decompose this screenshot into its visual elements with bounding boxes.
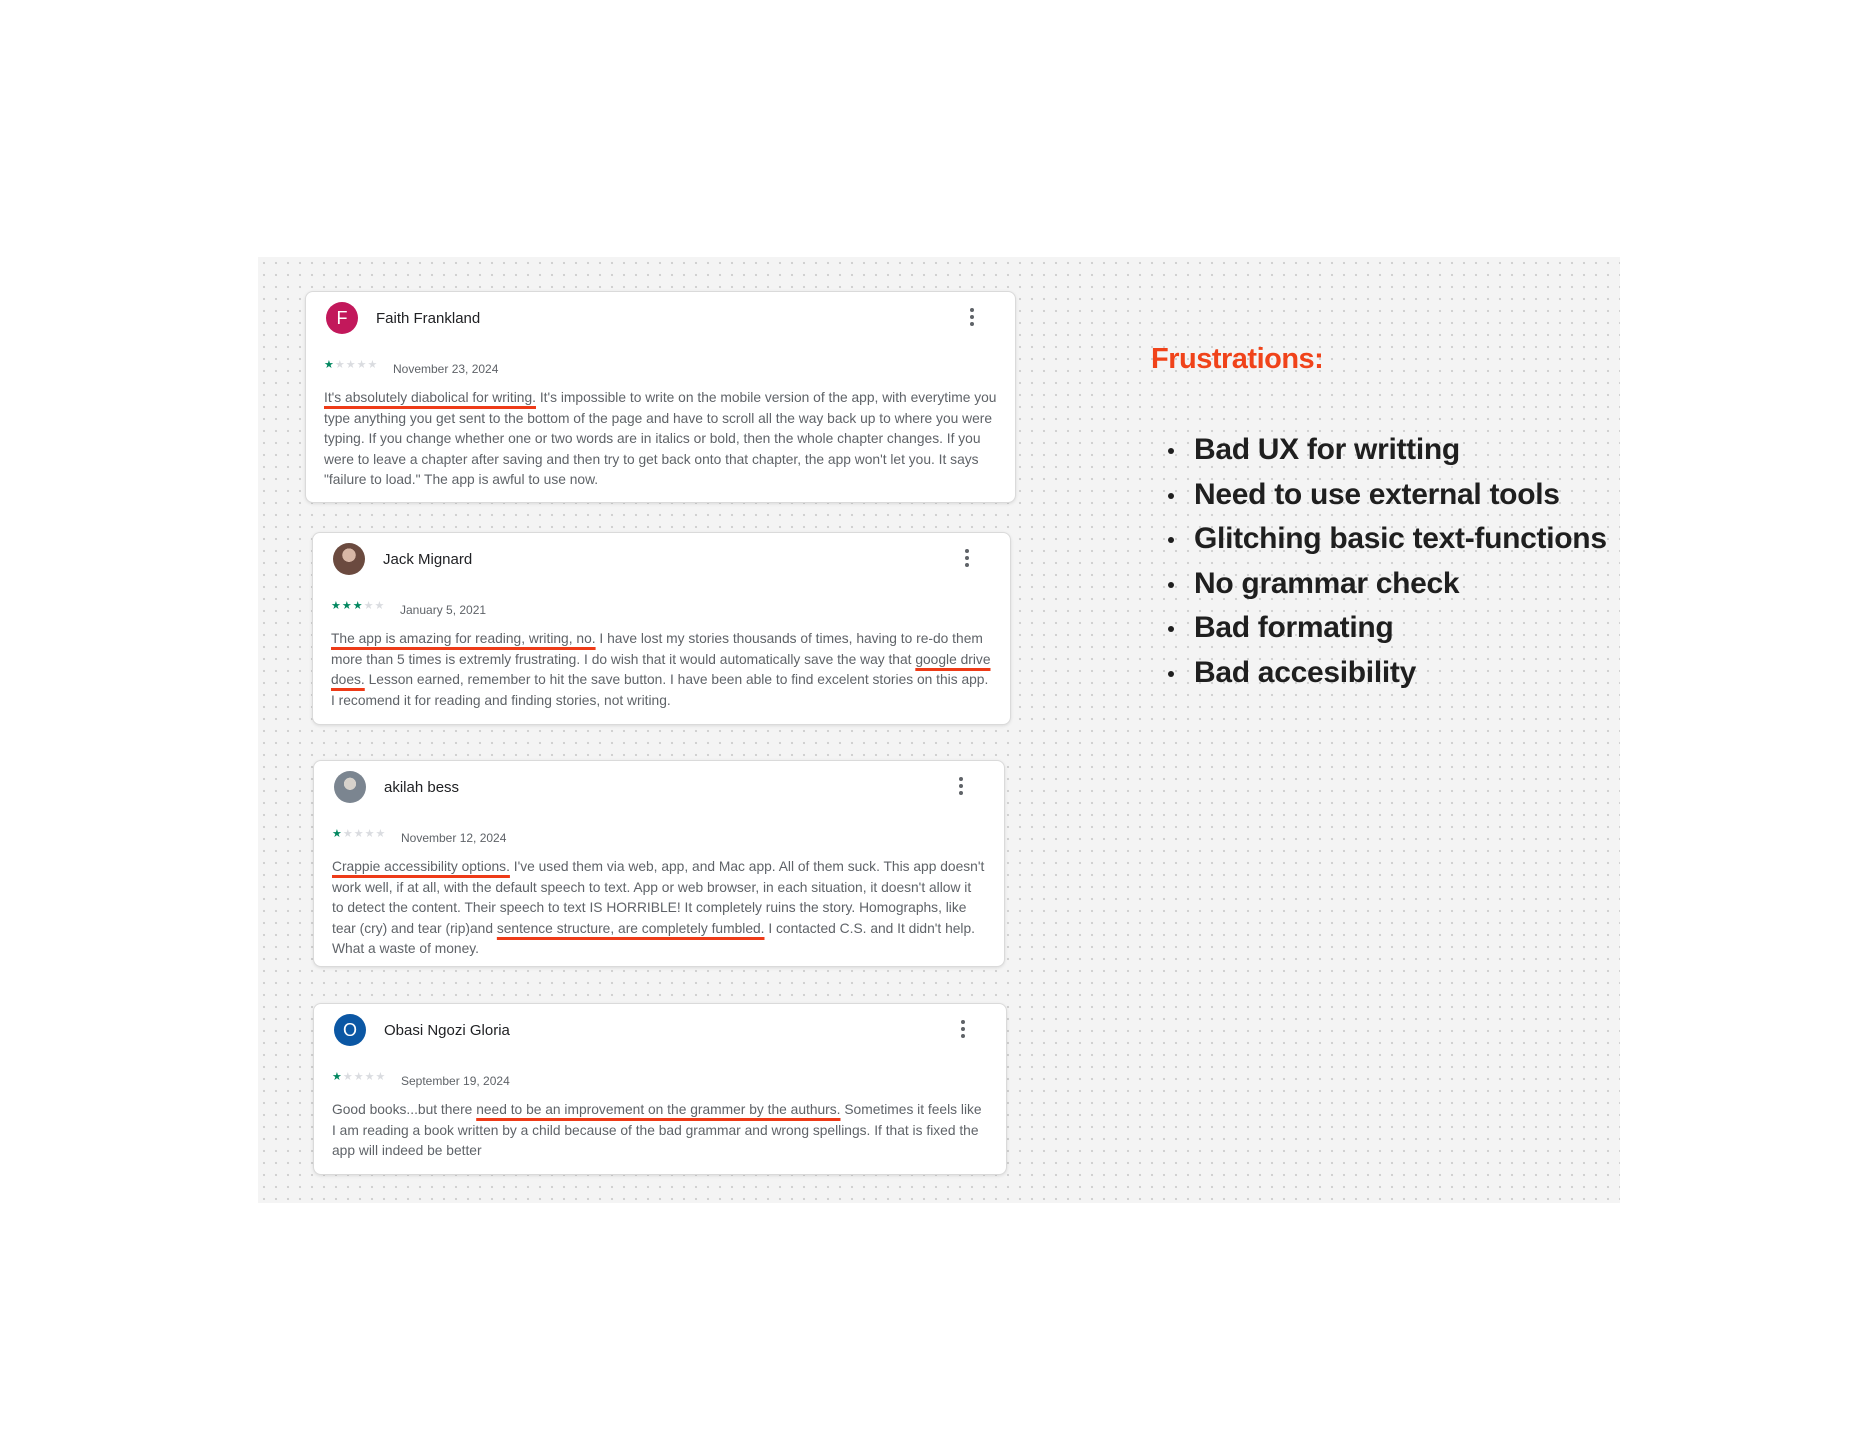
star-rating: ★★★★★ (332, 828, 387, 840)
avatar (333, 543, 365, 575)
list-item: Bad formating (1164, 606, 1607, 651)
highlighted-text: It's absolutely diabolical for writing. (324, 390, 536, 405)
more-options-icon[interactable] (969, 308, 975, 328)
frustrations-list (1164, 428, 1607, 695)
highlighted-text: need to be an improvement on the grammer by the authurs. (476, 1102, 841, 1117)
avatar: O (334, 1014, 366, 1046)
list-item: Bad accesibility (1164, 651, 1607, 696)
review-card (305, 291, 1016, 503)
highlighted-text: google drive does. (331, 651, 991, 687)
review-date: November 12, 2024 (401, 831, 507, 845)
review-card (312, 532, 1011, 725)
star-rating: ★★★★★ (324, 359, 379, 371)
star-rating: ★★★★★ (331, 600, 386, 612)
highlighted-text: sentence structure, are completely fumbled. (496, 920, 765, 936)
list-item: Glitching basic text-functions (1164, 517, 1607, 562)
frustrations-title: Frustrations: (1151, 343, 1324, 375)
review-text: Good books...but there need to be an improvement on the grammer by the authurs. Sometimes it feels like I am reading a book written by a child because of the bad grammar and wrong spellings. If that is fixed the app will indeed be better (332, 1102, 982, 1158)
review-text: Crappie accessibility options. I've used them via web, app, and Mac app. All of them suck. This app doesn't work well, if at all, with the default speech to text. App or web browser, in each situation, it doesn't allow it to detect the content. Their speech to text IS HORRIBLE! It completely ruins the story. Homographs, like tear (cry) and tear (rip)and sentence structure, are completely fumbled. I contacted C.S. and It didn't help. What a waste of money. (332, 859, 985, 956)
review-card (313, 1003, 1007, 1175)
review-date: January 5, 2021 (400, 603, 487, 617)
review-date: September 19, 2024 (401, 1074, 510, 1088)
more-options-icon[interactable] (964, 549, 970, 569)
more-options-icon[interactable] (958, 777, 964, 797)
avatar (334, 771, 366, 803)
review-date: November 23, 2024 (393, 362, 499, 376)
reviewer-name: Obasi Ngozi Gloria (384, 1022, 510, 1039)
review-text: It's absolutely diabolical for writing. It's impossible to write on the mobile version of the app, with everytime you type anything you get sent to the bottom of the page and have to scroll all the way back up to where you were typing. If you change whether one or two words are in italics or bold, then the whole chapter changes. If you were to leave a chapter after saving and then try to get back onto that chapter, the app won't let you. It says "failure to load." The app is awful to use now. (324, 390, 997, 487)
list-item: No grammar check (1164, 562, 1607, 607)
reviewer-name: Faith Frankland (376, 310, 481, 327)
avatar: F (326, 302, 358, 334)
review-card (313, 760, 1005, 967)
review-text: The app is amazing for reading, writing, no. I have lost my stories thousands of times, having to re-do them more than 5 times is extremly frustrating. I do wish that it would automatically save the way that google drive does. Lesson earned, remember to hit the save button. I have been able to find excelent stories on this app. I recomend it for reading and finding stories, not writing. (331, 631, 991, 708)
more-options-icon[interactable] (960, 1020, 966, 1040)
list-item: Bad UX for writting (1164, 428, 1607, 473)
reviewer-name: akilah bess (384, 779, 460, 796)
highlighted-text: Crappie accessibility options. (332, 859, 510, 874)
list-item: Need to use external tools (1164, 473, 1607, 518)
reviewer-name: Jack Mignard (383, 551, 473, 568)
star-rating: ★★★★★ (332, 1071, 387, 1083)
highlighted-text: The app is amazing for reading, writing, no. (331, 631, 596, 646)
